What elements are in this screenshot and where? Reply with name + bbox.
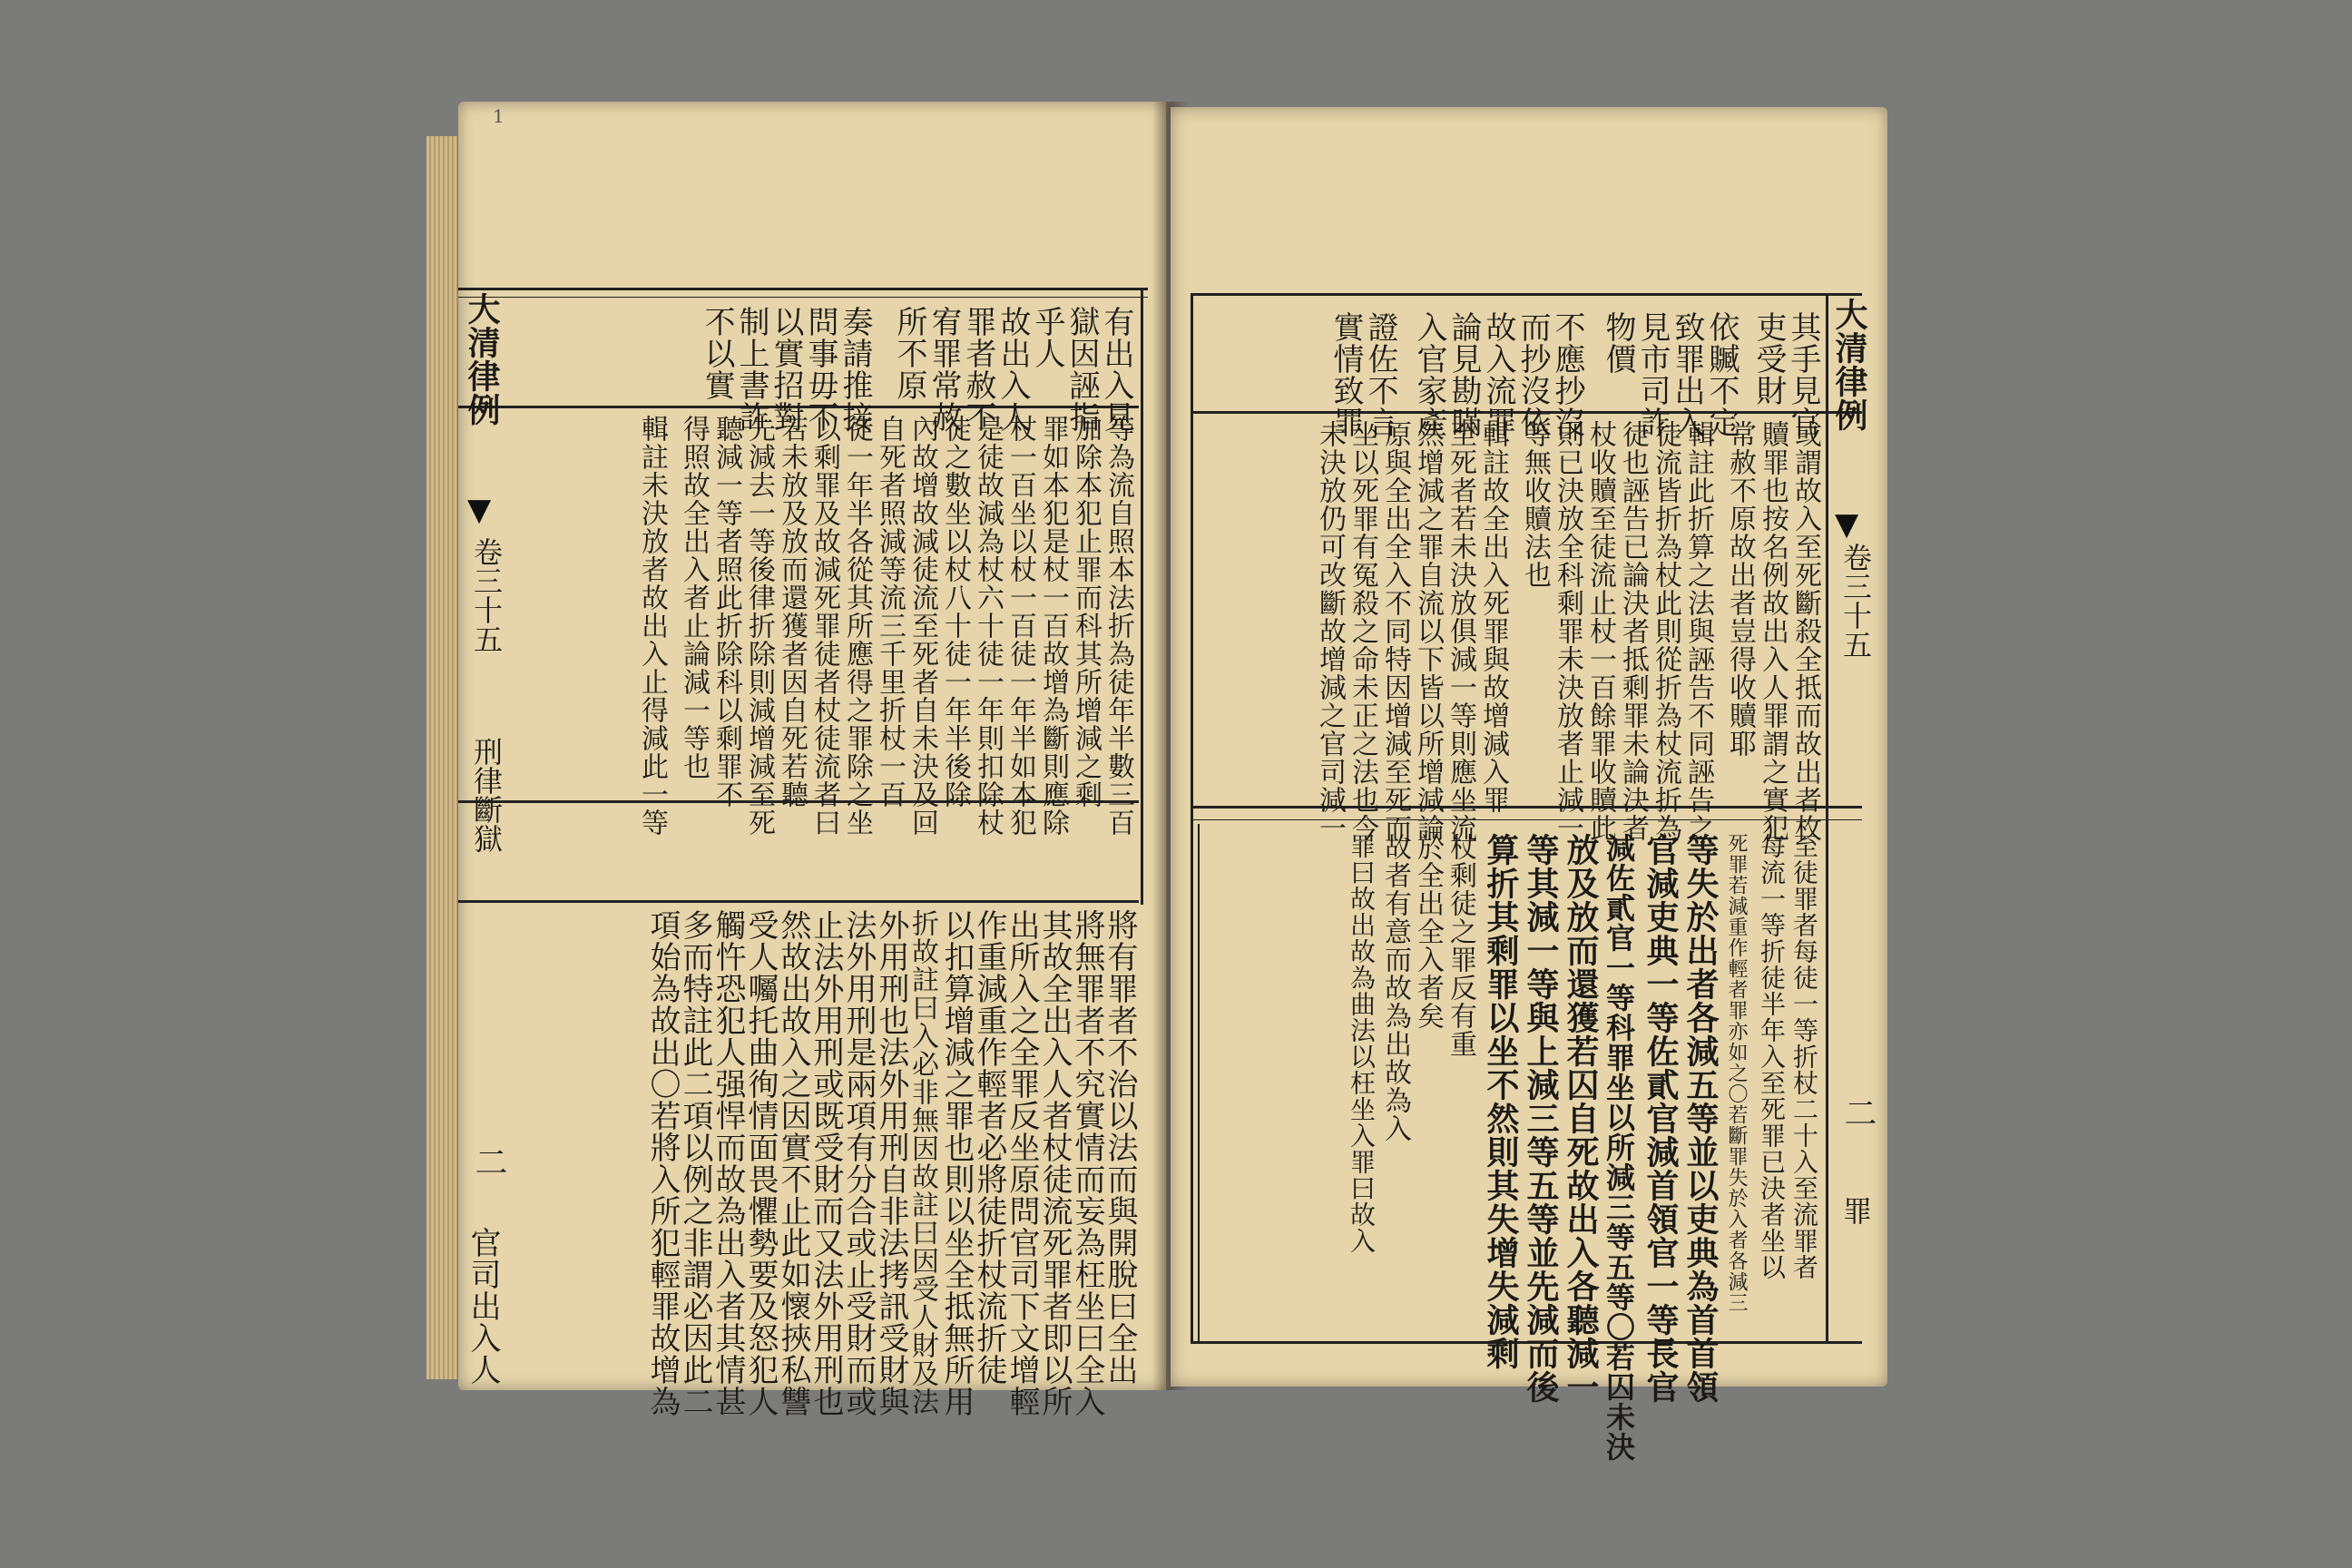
middle-col: 未決放仍可改斷故增減之官司減一 (1314, 420, 1346, 842)
middle-col: 常赦不原故出者豈得收贖耶 (1724, 420, 1756, 758)
lower-col: 杖剩徒之罪反有重 (1445, 833, 1476, 1058)
lower-col: 將無罪者不究實情而妄為枉坐曰全入 (1069, 909, 1105, 1417)
middle-col: 徒之數坐以杖八十徒一年半後除 (939, 415, 971, 808)
upper-col: 故入流罪 (1480, 311, 1516, 438)
lower-col: 每流一等折徒半年入至死罪已決者坐以 (1757, 833, 1787, 1280)
lower-footer: 官司出入人 (465, 1227, 501, 1386)
middle-col: 是徒故減為杖六十徒一年則扣除杖 (972, 415, 1004, 837)
lower-col: 罪曰故出故為曲法以枉坐入罪曰故入 (1347, 833, 1377, 1254)
lower-col: 官減吏典一等佐貳官減首領官一等長官 (1642, 833, 1680, 1404)
upper-col: 物價 (1600, 311, 1636, 375)
middle-col: 原與全出全入不同特因增減至死而 (1379, 420, 1411, 842)
middle-col: 徒流皆折為杖此則從折為杖流折為 (1650, 420, 1681, 842)
middle-col: 聽減一等者照此折除科以剩罪不 (710, 415, 742, 808)
upper-col: 證佐不言 (1362, 311, 1398, 438)
upper-col: 致罪出入 (1669, 311, 1705, 438)
left-frame-rule (1191, 293, 1193, 1344)
lower-col: 項始為故出〇若將入所犯輕罪故增為 (644, 909, 681, 1417)
lower-col: 放及放而還獲若囚自死故出入各聽減一 (1562, 833, 1600, 1404)
middle-leading-note: 輯註未決放者故出入止得減此一等 (636, 415, 668, 837)
middle-col: 加除本犯止罪而科其所增減之剩 (1070, 415, 1102, 808)
middle-col: 然增減之罪自流以下皆以所增減論 (1412, 420, 1444, 842)
lower-col: 出所入之全罪反坐原問官司下文增輕 (1004, 909, 1040, 1417)
middle-col: 內故增故減徒流至死者自未決及回 (906, 415, 938, 837)
folio-section: 刑律斷獄 (469, 737, 504, 853)
upper-col: 依贓不定 (1703, 311, 1740, 438)
upper-col: 問事毋不 (802, 306, 838, 433)
upper-col: 入官家產 (1411, 311, 1447, 438)
middle-col: 徒也誣告已論決者抵剩罪未論決者 (1617, 420, 1649, 842)
lower-register-rule (458, 900, 1139, 903)
lower-col: 止法外用刑或既受財而又法外用刑也 (808, 909, 844, 1417)
lower-col: 於全出全入者矣 (1412, 833, 1444, 1030)
middle-col: 贖罪也按名例故出入人罪謂之實犯 (1757, 420, 1788, 842)
running-title: 大清律例 (1830, 298, 1868, 432)
lower-col: 減佐貳官一等科罪坐以所減三等五等〇若囚未決 (1602, 833, 1636, 1462)
left-page (458, 102, 1166, 1417)
upper-col: 有出入見 (1098, 306, 1134, 433)
middle-col: 或謂故入至死斷殺全抵而故出者枚 (1789, 420, 1821, 842)
page-mark: 1 (493, 105, 505, 127)
middle-col: 以剩罪及故減死罪徒者杖徒流者曰 (808, 415, 840, 837)
right-frame-rule (1826, 293, 1828, 1344)
upper-col: 而抄沒依 (1514, 311, 1551, 438)
lower-col: 故者有意而故為出故為入 (1379, 833, 1411, 1142)
folio-volume: 卷三十五 (469, 537, 504, 653)
lower-col: 作重減重作輕者必將徒折杖流折徒 (971, 909, 1007, 1386)
middle-col: 至死者若未決放俱減一等則應坐流 (1445, 420, 1476, 842)
upper-col: 獄因誣指 (1063, 306, 1100, 433)
middle-col: 徒一年半各從其所應得之罪除之坐 (841, 415, 873, 837)
middle-col: 坐以死罪有冤殺之命未正之法也今 (1347, 420, 1378, 842)
middle-col: 輯註此折算之法與誣告不同誣告之 (1682, 420, 1714, 842)
upper-col: 不以實 (699, 306, 735, 401)
upper-col: 論見勘瞞 (1446, 311, 1482, 438)
upper-col: 實情致罪 (1328, 311, 1364, 438)
lower-col: 其故全出入人者杖徒流死罪者即以所 (1036, 909, 1073, 1417)
left-frame-rule-inner (1198, 824, 1200, 1341)
middle-col: 自死者照減等流三千里折杖一百 (874, 415, 906, 808)
lower-col: 然故出故入之因實不止此如懷挾私讐 (775, 909, 811, 1417)
lower-col: 將有罪者不治以法而與開脫曰全出 (1102, 909, 1138, 1386)
middle-col: 等為流自照本法折為徒年半數三百 (1102, 415, 1134, 837)
folio-tail: 罪 (1838, 1196, 1873, 1225)
lower-col: 受人囑托曲徇情面畏懼勢要及怒犯人 (742, 909, 779, 1417)
middle-col: 若未放及放而還獲者因自死若聽 (776, 415, 808, 808)
right-frame-rule (1141, 288, 1143, 905)
frame-top-rule (1191, 293, 1862, 296)
folio-volume: 卷三十五 (1838, 543, 1873, 659)
folio-number: 二 (1839, 1096, 1877, 1129)
lower-col: 觸忤恐犯人强悍而故為出入者其情甚 (710, 909, 746, 1417)
lower-col: 多而特註此二項以例之非謂必因此二 (677, 909, 713, 1417)
upper-col: 故出入人 (995, 306, 1031, 433)
upper-col: 其手見官 (1785, 311, 1821, 438)
lower-col: 等其減一等與上減三等五等並先減而後 (1522, 833, 1560, 1404)
lower-col: 以扣算增減之罪也則以坐全抵無所用 (938, 909, 975, 1417)
upper-col: 制上書詐 (733, 306, 769, 433)
lower-col: 至徒罪者每徒一等折杖二十入至流罪者 (1789, 833, 1819, 1280)
middle-col: 輯註故全出入死罪與故增減入罪 (1477, 420, 1509, 814)
upper-col: 不應抄沒 (1549, 311, 1585, 438)
fish-tail-mark: ▼ (1835, 506, 1859, 543)
upper-col: 宥罪常赦 (926, 306, 962, 433)
folio-number: 二 (470, 1145, 507, 1178)
middle-col: 杖一百坐以杖一百徒一年半如本犯 (1004, 415, 1036, 837)
middle-col: 罪如本犯是杖一百故增為斷則應除 (1037, 415, 1069, 837)
middle-col: 則已決放全科剩罪未決放者止減一 (1552, 420, 1583, 842)
lower-col: 折故註曰入必非無因故註曰因受人財及法 (906, 909, 938, 1416)
frame-top-rule (458, 288, 1148, 290)
lower-col: 死罪若減重作輕者罪亦如之〇若斷罪失於入者各減三 (1725, 833, 1748, 1313)
upper-col: 罪者赦不 (960, 306, 996, 433)
middle-col: 杖收贖至徒流止杖一百餘罪收贖此 (1584, 420, 1616, 842)
upper-col: 所不原 (891, 306, 927, 401)
upper-col: 乎人 (1029, 306, 1065, 369)
upper-col: 以實招對 (768, 306, 804, 433)
middle-col: 先減去一等後律折除則減增減至死 (743, 415, 775, 837)
middle-col: 等無收贖法也 (1519, 420, 1551, 589)
middle-col: 得照故全出入者止論減一等也 (678, 415, 710, 780)
frame-top-rule-inner (458, 297, 1148, 298)
lower-col: 外用刑也法外用刑自非法拷訊受財與 (873, 909, 909, 1417)
upper-col: 見市司詐 (1634, 311, 1671, 438)
page-edges (426, 136, 457, 1379)
right-page (1171, 107, 1887, 1462)
upper-col: 吏受財 (1750, 311, 1787, 407)
upper-col: 奏請推接 (837, 306, 873, 433)
lower-col: 法外用刑是兩項有分合或止受財而或 (840, 909, 877, 1417)
running-title: 大清律例 (463, 292, 501, 426)
fish-tail-mark: ▼ (467, 492, 492, 528)
lower-col: 算折其剩罪以坐不然則其失增失減剩 (1482, 833, 1520, 1370)
lower-col: 等失於出者各減五等並以吏典為首首領 (1681, 833, 1720, 1404)
